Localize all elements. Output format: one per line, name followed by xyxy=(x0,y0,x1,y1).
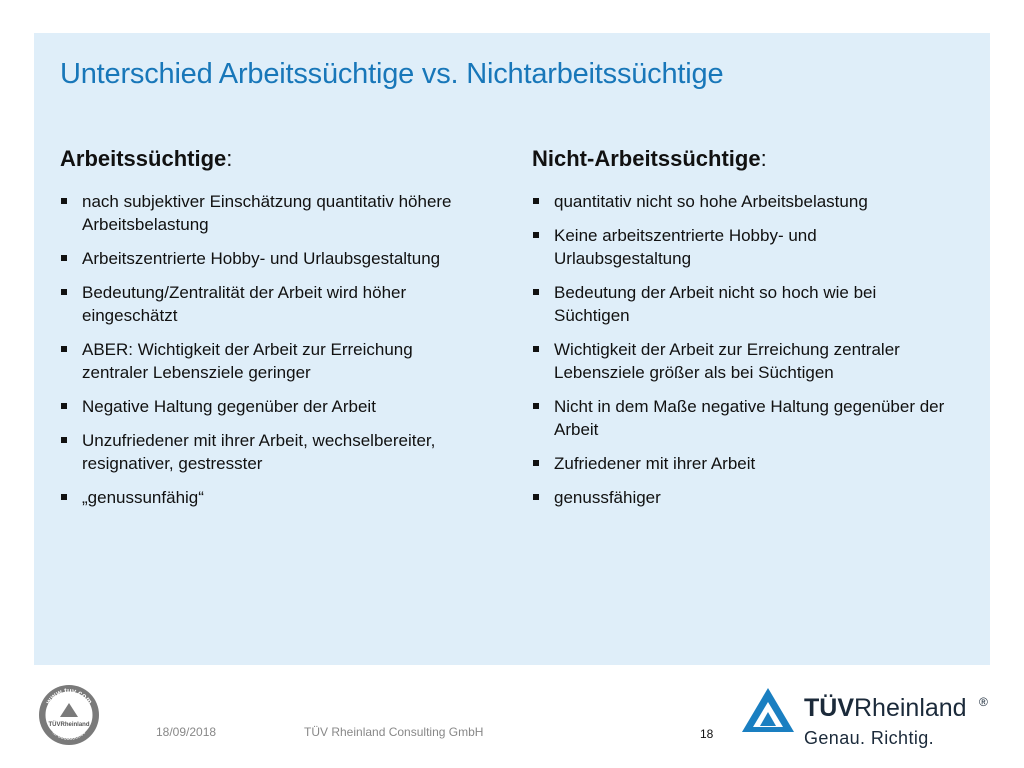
list-item xyxy=(60,338,480,384)
square-bullet-icon xyxy=(533,198,539,204)
slide-title: Unterschied Arbeitssüchtige vs. Nichtarbeitssüchtige xyxy=(60,58,724,90)
square-bullet-icon xyxy=(533,232,539,238)
list-item xyxy=(532,281,952,327)
logo-brand-rest: Rheinland xyxy=(854,694,967,722)
tuv-triangle-logo-icon xyxy=(740,686,796,736)
right-bullet-list xyxy=(532,190,952,509)
list-item-text: Wichtigkeit der Arbeit zur Erreichung zentraler Lebensziele größer als bei Süchtigen xyxy=(554,340,900,382)
left-column-heading-colon: : xyxy=(226,146,233,171)
left-column-heading-text: Arbeitssüchtige xyxy=(60,146,227,171)
right-column-heading xyxy=(532,146,952,172)
square-bullet-icon xyxy=(533,289,539,295)
logo-brand-bold: TÜV xyxy=(804,694,854,722)
footer-date: 18/09/2018 xyxy=(156,725,217,739)
list-item-text: genussfähiger xyxy=(554,488,661,507)
footer-company: TÜV Rheinland Consulting GmbH xyxy=(304,725,484,739)
list-item xyxy=(532,395,952,441)
list-item xyxy=(60,190,480,236)
page-number: 18 xyxy=(700,727,714,741)
tuv-seal-icon xyxy=(38,684,100,746)
square-bullet-icon xyxy=(61,437,67,443)
list-item-text: Arbeitszentrierte Hobby- und Urlaubsgestaltung xyxy=(82,249,441,268)
list-item xyxy=(532,190,952,213)
list-item-text: quantitativ nicht so hohe Arbeitsbelastung xyxy=(554,192,868,211)
seal-text: www.tuv.com xyxy=(43,685,95,706)
square-bullet-icon xyxy=(533,460,539,466)
list-item xyxy=(60,247,480,270)
list-item xyxy=(532,452,952,475)
square-bullet-icon xyxy=(533,403,539,409)
list-item xyxy=(532,338,952,384)
square-bullet-icon xyxy=(61,403,67,409)
list-item-text: Negative Haltung gegenüber der Arbeit xyxy=(82,397,376,416)
list-item-text: „genussunfähig“ xyxy=(82,488,204,507)
right-column-heading-text: Nicht-Arbeitssüchtige xyxy=(532,146,761,171)
list-item-text: Bedeutung/Zentralität der Arbeit wird höher eingeschätzt xyxy=(82,283,407,325)
seal-center-text: TÜVRheinland xyxy=(48,722,90,728)
list-item-text: nach subjektiver Einschätzung quantitativ höhere Arbeitsbelastung xyxy=(82,192,452,234)
square-bullet-icon xyxy=(61,255,67,261)
square-bullet-icon xyxy=(533,346,539,352)
registered-mark: ® xyxy=(979,695,988,709)
list-item-text: Unzufriedener mit ihrer Arbeit, wechselbereiter, resignativer, gestresster xyxy=(82,431,436,473)
list-item xyxy=(60,395,480,418)
square-bullet-icon xyxy=(61,289,67,295)
list-item xyxy=(60,486,480,509)
list-item xyxy=(532,224,952,270)
list-item-text: Bedeutung der Arbeit nicht so hoch wie bei Süchtigen xyxy=(554,283,877,325)
left-bullet-list xyxy=(60,190,480,509)
right-column xyxy=(532,146,952,520)
square-bullet-icon xyxy=(533,494,539,500)
square-bullet-icon xyxy=(61,494,67,500)
list-item-text: Keine arbeitszentrierte Hobby- und Urlaubsgestaltung xyxy=(554,226,817,268)
square-bullet-icon xyxy=(61,346,67,352)
logo-tagline: Genau. Richtig. xyxy=(804,728,935,748)
logo-wordmark xyxy=(804,694,967,723)
list-item-text: ABER: Wichtigkeit der Arbeit zur Erreichung zentraler Lebensziele geringer xyxy=(82,340,413,382)
list-item xyxy=(60,429,480,475)
seal-id: ID 0000000000 xyxy=(50,729,88,743)
list-item-text: Zufriedener mit ihrer Arbeit xyxy=(554,454,756,473)
left-column xyxy=(60,146,480,520)
list-item-text: Nicht in dem Maße negative Haltung gegenüber der Arbeit xyxy=(554,397,945,439)
left-column-heading xyxy=(60,146,480,172)
list-item xyxy=(60,281,480,327)
right-column-heading-colon: : xyxy=(760,146,767,171)
list-item xyxy=(532,486,952,509)
square-bullet-icon xyxy=(61,198,67,204)
